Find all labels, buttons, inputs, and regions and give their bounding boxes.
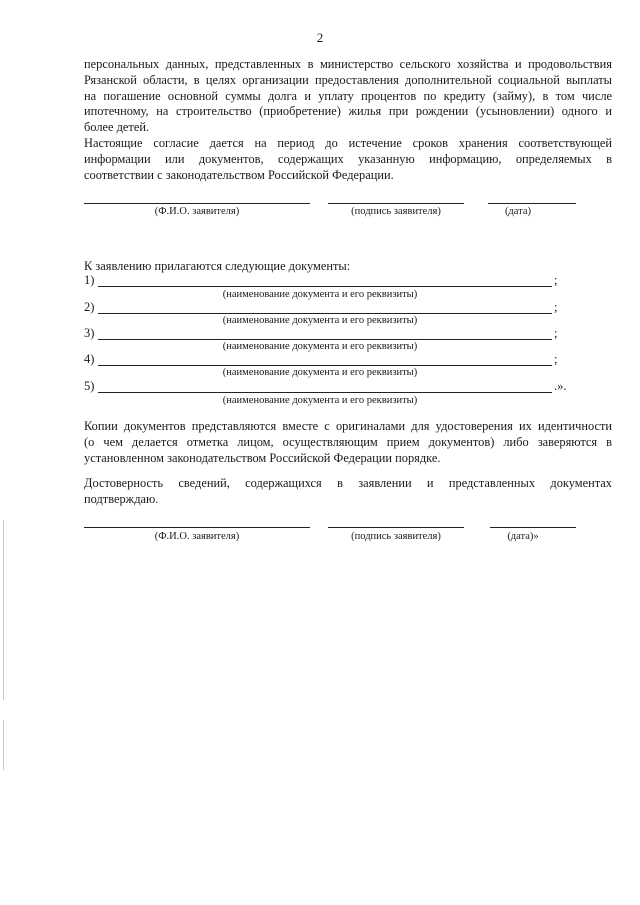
date-line	[490, 527, 576, 528]
page-number: 2	[316, 30, 324, 45]
confirmation-paragraph	[84, 476, 612, 508]
attachment-caption: (наименование документа и его реквизиты)	[222, 395, 418, 406]
consent-line: персональных данных, представленных в министерство сельского хозяйства и продовольствия	[84, 57, 612, 71]
attachment-number: 1)	[84, 273, 95, 287]
attachment-ending: ;	[554, 352, 558, 366]
copies-note-paragraph	[84, 419, 612, 466]
confirmation-line: подтверждаю.	[84, 491, 159, 506]
attachment-ending: ;	[554, 273, 558, 287]
attachment-input-line	[98, 365, 552, 366]
date-caption: (дата)»	[507, 531, 539, 542]
attachment-number: 2)	[84, 300, 95, 314]
copies-note-line: (о чем делается отметка лицом, осуществляющим прием документов) либо заверяются в	[84, 434, 612, 449]
attachments-intro-text: К заявлению прилагаются следующие документы:	[84, 259, 351, 273]
fio-caption: (Ф.И.О. заявителя)	[154, 531, 240, 542]
attachment-ending: ;	[554, 300, 558, 314]
attachment-caption: (наименование документа и его реквизиты)	[222, 289, 418, 300]
attachment-caption: (наименование документа и его реквизиты)	[222, 367, 418, 378]
attachment-input-line	[98, 286, 552, 287]
consent-line: ипотечному, на строительство (приобретение) жилья при рождении (усыновлении) одного и	[84, 104, 612, 119]
signature-caption: (подпись заявителя)	[351, 206, 441, 217]
consent-line: Рязанской области, в целях организации предоставления дополнительной социальной выплаты	[84, 72, 612, 87]
attachment-input-line	[98, 392, 552, 393]
consent-period-paragraph	[84, 136, 612, 183]
copies-note-line: Копии документов представляются вместе с оригиналами для удостоверения их идентичности	[84, 419, 612, 433]
scan-edge-mark	[3, 520, 4, 700]
attachment-input-line	[98, 313, 552, 314]
date-line	[488, 203, 576, 204]
attachment-caption: (наименование документа и его реквизиты)	[222, 341, 418, 352]
fio-signature-line	[84, 527, 310, 528]
date-caption: (дата)	[504, 206, 532, 217]
signature-caption: (подпись заявителя)	[351, 531, 441, 542]
consent-period-line: информации или документов, содержащих указанную информацию, определяемых в	[84, 151, 612, 166]
consent-paragraph	[84, 57, 612, 136]
signature-line	[328, 527, 464, 528]
attachment-number: 5)	[84, 379, 95, 393]
attachment-caption: (наименование документа и его реквизиты)	[222, 315, 418, 326]
consent-line: более детей.	[84, 120, 150, 135]
confirmation-line: Достоверность сведений, содержащихся в заявлении и представленных документах	[84, 476, 612, 490]
attachment-input-line	[98, 339, 552, 340]
attachment-ending: ;	[554, 326, 558, 340]
consent-period-line: соответствии с законодательством Российской Федерации.	[84, 167, 394, 182]
consent-period-line: Настоящие согласие дается на период до истечение сроков хранения соответствующей	[84, 136, 612, 150]
attachments-intro	[84, 259, 612, 275]
copies-note-line: установленном законодательством Российской Федерации порядке.	[84, 450, 441, 465]
consent-line: на погашение основной суммы долга и уплату процентов по кредиту (займу), в том числе	[84, 88, 612, 103]
fio-signature-line	[84, 203, 310, 204]
scan-edge-mark	[3, 720, 4, 770]
attachment-number: 4)	[84, 352, 95, 366]
attachment-ending: .».	[554, 379, 567, 393]
signature-line	[328, 203, 464, 204]
attachment-number: 3)	[84, 326, 95, 340]
fio-caption: (Ф.И.О. заявителя)	[154, 206, 240, 217]
